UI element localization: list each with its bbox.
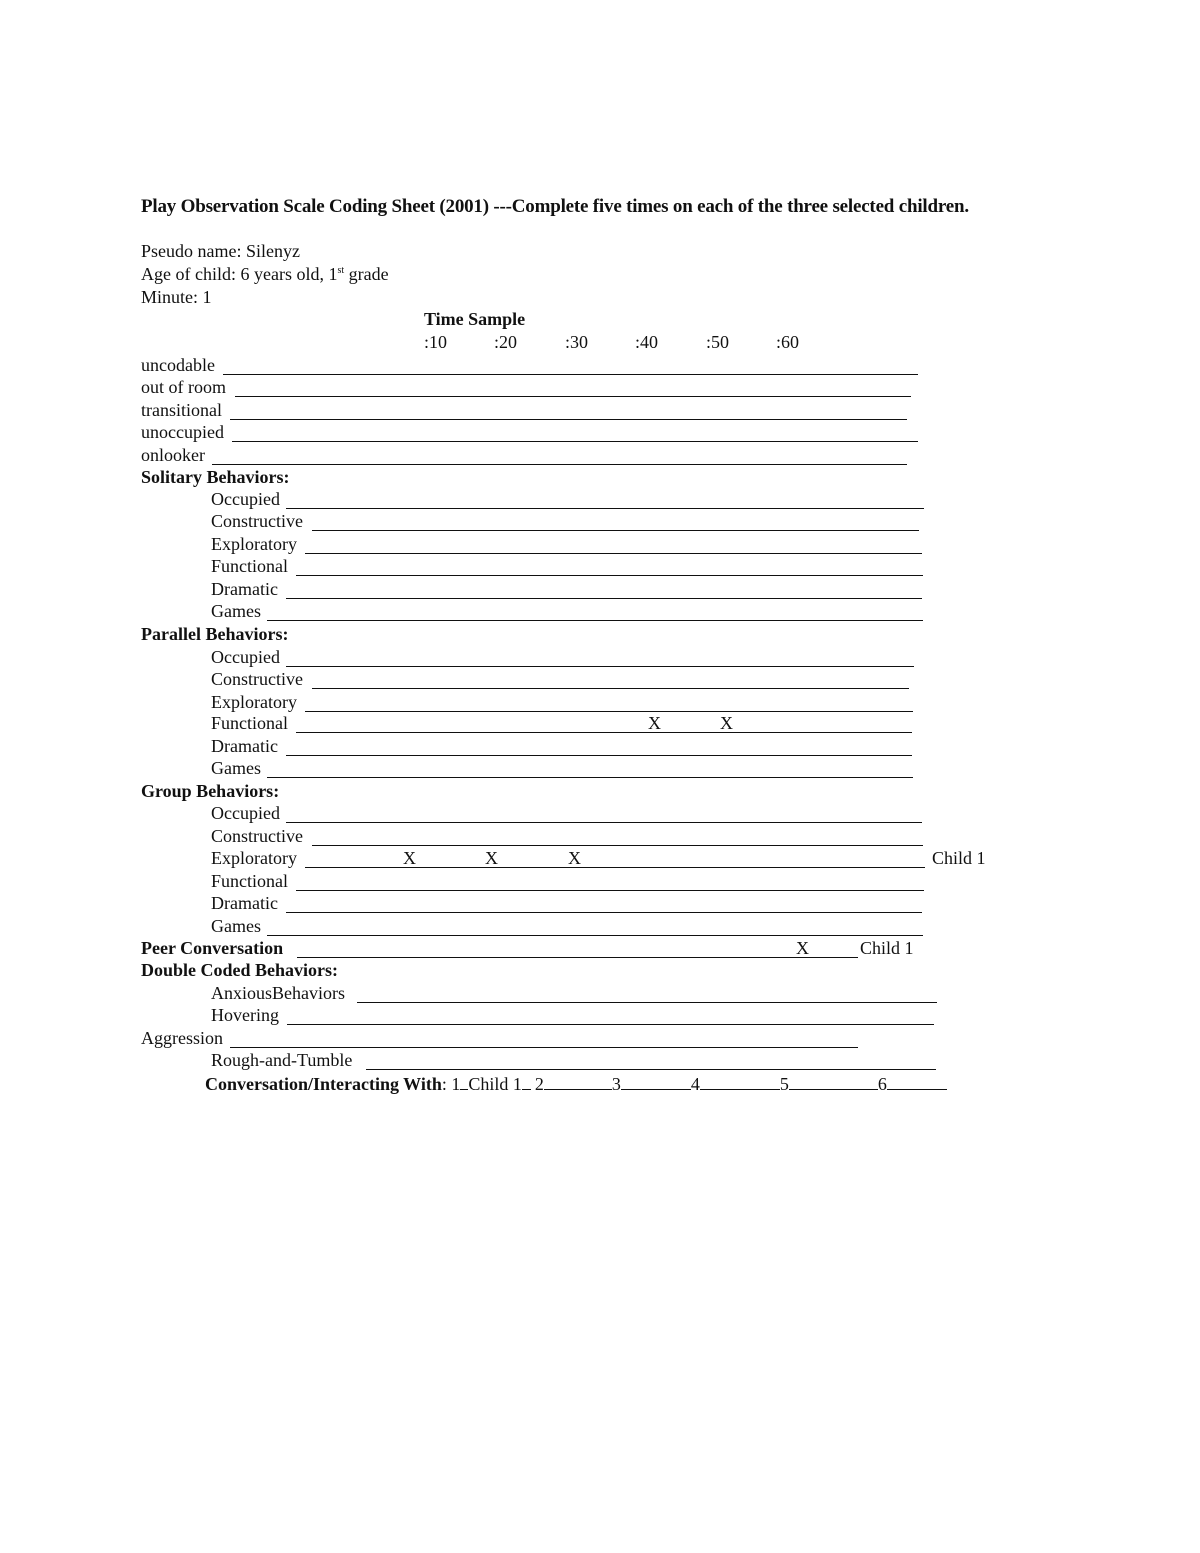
row-label: Constructive <box>211 826 303 846</box>
row-label: Dramatic <box>211 579 278 599</box>
blank-line <box>312 530 919 531</box>
x-mark-20: X <box>485 848 498 868</box>
blank-line <box>357 1002 937 1003</box>
time-sample-title: Time Sample <box>424 309 526 329</box>
row-label: Games <box>211 758 261 778</box>
blank-line <box>286 822 922 823</box>
row-label: Occupied <box>211 647 280 667</box>
row-label: out of room <box>141 377 226 397</box>
row-label: Constructive <box>211 511 303 531</box>
blank-line <box>621 1073 691 1090</box>
slot-3-number: 3 <box>611 1074 621 1094</box>
row-label: Exploratory <box>211 534 297 554</box>
tick-40: :40 <box>635 332 659 352</box>
child-note: Child 1 <box>860 938 914 958</box>
row-label: Games <box>211 601 261 621</box>
blank-line <box>286 755 912 756</box>
x-mark-10: X <box>403 848 416 868</box>
row-label: Exploratory <box>211 848 297 868</box>
conversation-colon: : <box>441 1074 452 1094</box>
x-mark-50: X <box>720 713 733 733</box>
blank-line <box>230 1047 858 1048</box>
slot-2-number: 2 <box>534 1074 544 1094</box>
slot-1-child: Child 1 <box>468 1074 522 1094</box>
conversation-label: Conversation/Interacting With <box>205 1074 442 1094</box>
row-label: Exploratory <box>211 692 297 712</box>
blank-line <box>286 508 924 509</box>
row-label: Dramatic <box>211 893 278 913</box>
blank-line <box>232 441 918 442</box>
blank-line <box>287 1024 934 1025</box>
tick-60: :60 <box>776 332 800 352</box>
blank-line <box>522 1073 531 1090</box>
blank-line <box>296 732 912 733</box>
x-mark-30: X <box>568 848 581 868</box>
age-of-child <box>141 264 389 285</box>
child-note: Child 1 <box>932 848 986 868</box>
blank-line <box>297 957 858 958</box>
minute: Minute: 1 <box>141 287 212 307</box>
blank-line <box>235 396 911 397</box>
row-label: Peer Conversation <box>141 938 284 958</box>
row-label: AnxiousBehaviors <box>211 983 345 1003</box>
blank-line <box>286 598 922 599</box>
row-label: Rough-and-Tumble <box>211 1050 353 1070</box>
slot-4-number: 4 <box>690 1074 700 1094</box>
conversation-interacting-row <box>205 1073 947 1095</box>
blank-line <box>305 867 925 868</box>
tick-10: :10 <box>424 332 448 352</box>
blank-line <box>366 1069 936 1070</box>
double-coded-heading: Double Coded Behaviors: <box>141 960 339 980</box>
row-label: uncodable <box>141 355 215 375</box>
tick-20: :20 <box>494 332 518 352</box>
parallel-heading: Parallel Behaviors: <box>141 624 289 644</box>
blank-line <box>267 935 923 936</box>
blank-line <box>312 845 923 846</box>
tick-50: :50 <box>706 332 730 352</box>
pseudo-name: Pseudo name: Silenyz <box>141 241 300 261</box>
age-grade: grade <box>344 264 389 284</box>
row-label: onlooker <box>141 445 205 465</box>
row-label: Occupied <box>211 489 280 509</box>
blank-line <box>267 777 913 778</box>
blank-line <box>887 1073 947 1090</box>
blank-line <box>286 912 922 913</box>
blank-line <box>223 374 918 375</box>
row-label: Constructive <box>211 669 303 689</box>
row-label: Games <box>211 916 261 936</box>
group-heading: Group Behaviors: <box>141 781 280 801</box>
row-label: unoccupied <box>141 422 224 442</box>
age-superscript: st <box>337 265 345 276</box>
age-text: Age of child: 6 years old, 1 <box>141 264 338 284</box>
blank-line <box>286 666 914 667</box>
blank-line <box>305 553 922 554</box>
blank-line <box>267 620 923 621</box>
blank-line <box>312 688 909 689</box>
row-label: Functional <box>211 713 288 733</box>
blank-line <box>544 1073 612 1090</box>
page-title: Play Observation Scale Coding Sheet (2001) ---Complete five times on each of the three selected children. <box>141 196 969 217</box>
blank-line <box>296 575 923 576</box>
blank-line <box>230 419 907 420</box>
solitary-heading: Solitary Behaviors: <box>141 467 290 487</box>
blank-line <box>789 1073 878 1090</box>
blank-line <box>212 464 907 465</box>
row-label: Hovering <box>211 1005 279 1025</box>
slot-1-number: 1 <box>451 1074 461 1094</box>
x-mark-60: X <box>796 938 809 958</box>
x-mark-40: X <box>648 713 661 733</box>
row-label: Occupied <box>211 803 280 823</box>
blank-line <box>296 890 924 891</box>
row-label: transitional <box>141 400 222 420</box>
row-label: Dramatic <box>211 736 278 756</box>
blank-line <box>700 1073 780 1090</box>
row-label: Aggression <box>141 1028 223 1048</box>
blank-line <box>305 711 913 712</box>
slot-5-number: 5 <box>779 1074 789 1094</box>
slot-6-number: 6 <box>877 1074 887 1094</box>
row-label: Functional <box>211 556 288 576</box>
row-label: Functional <box>211 871 288 891</box>
tick-30: :30 <box>565 332 589 352</box>
